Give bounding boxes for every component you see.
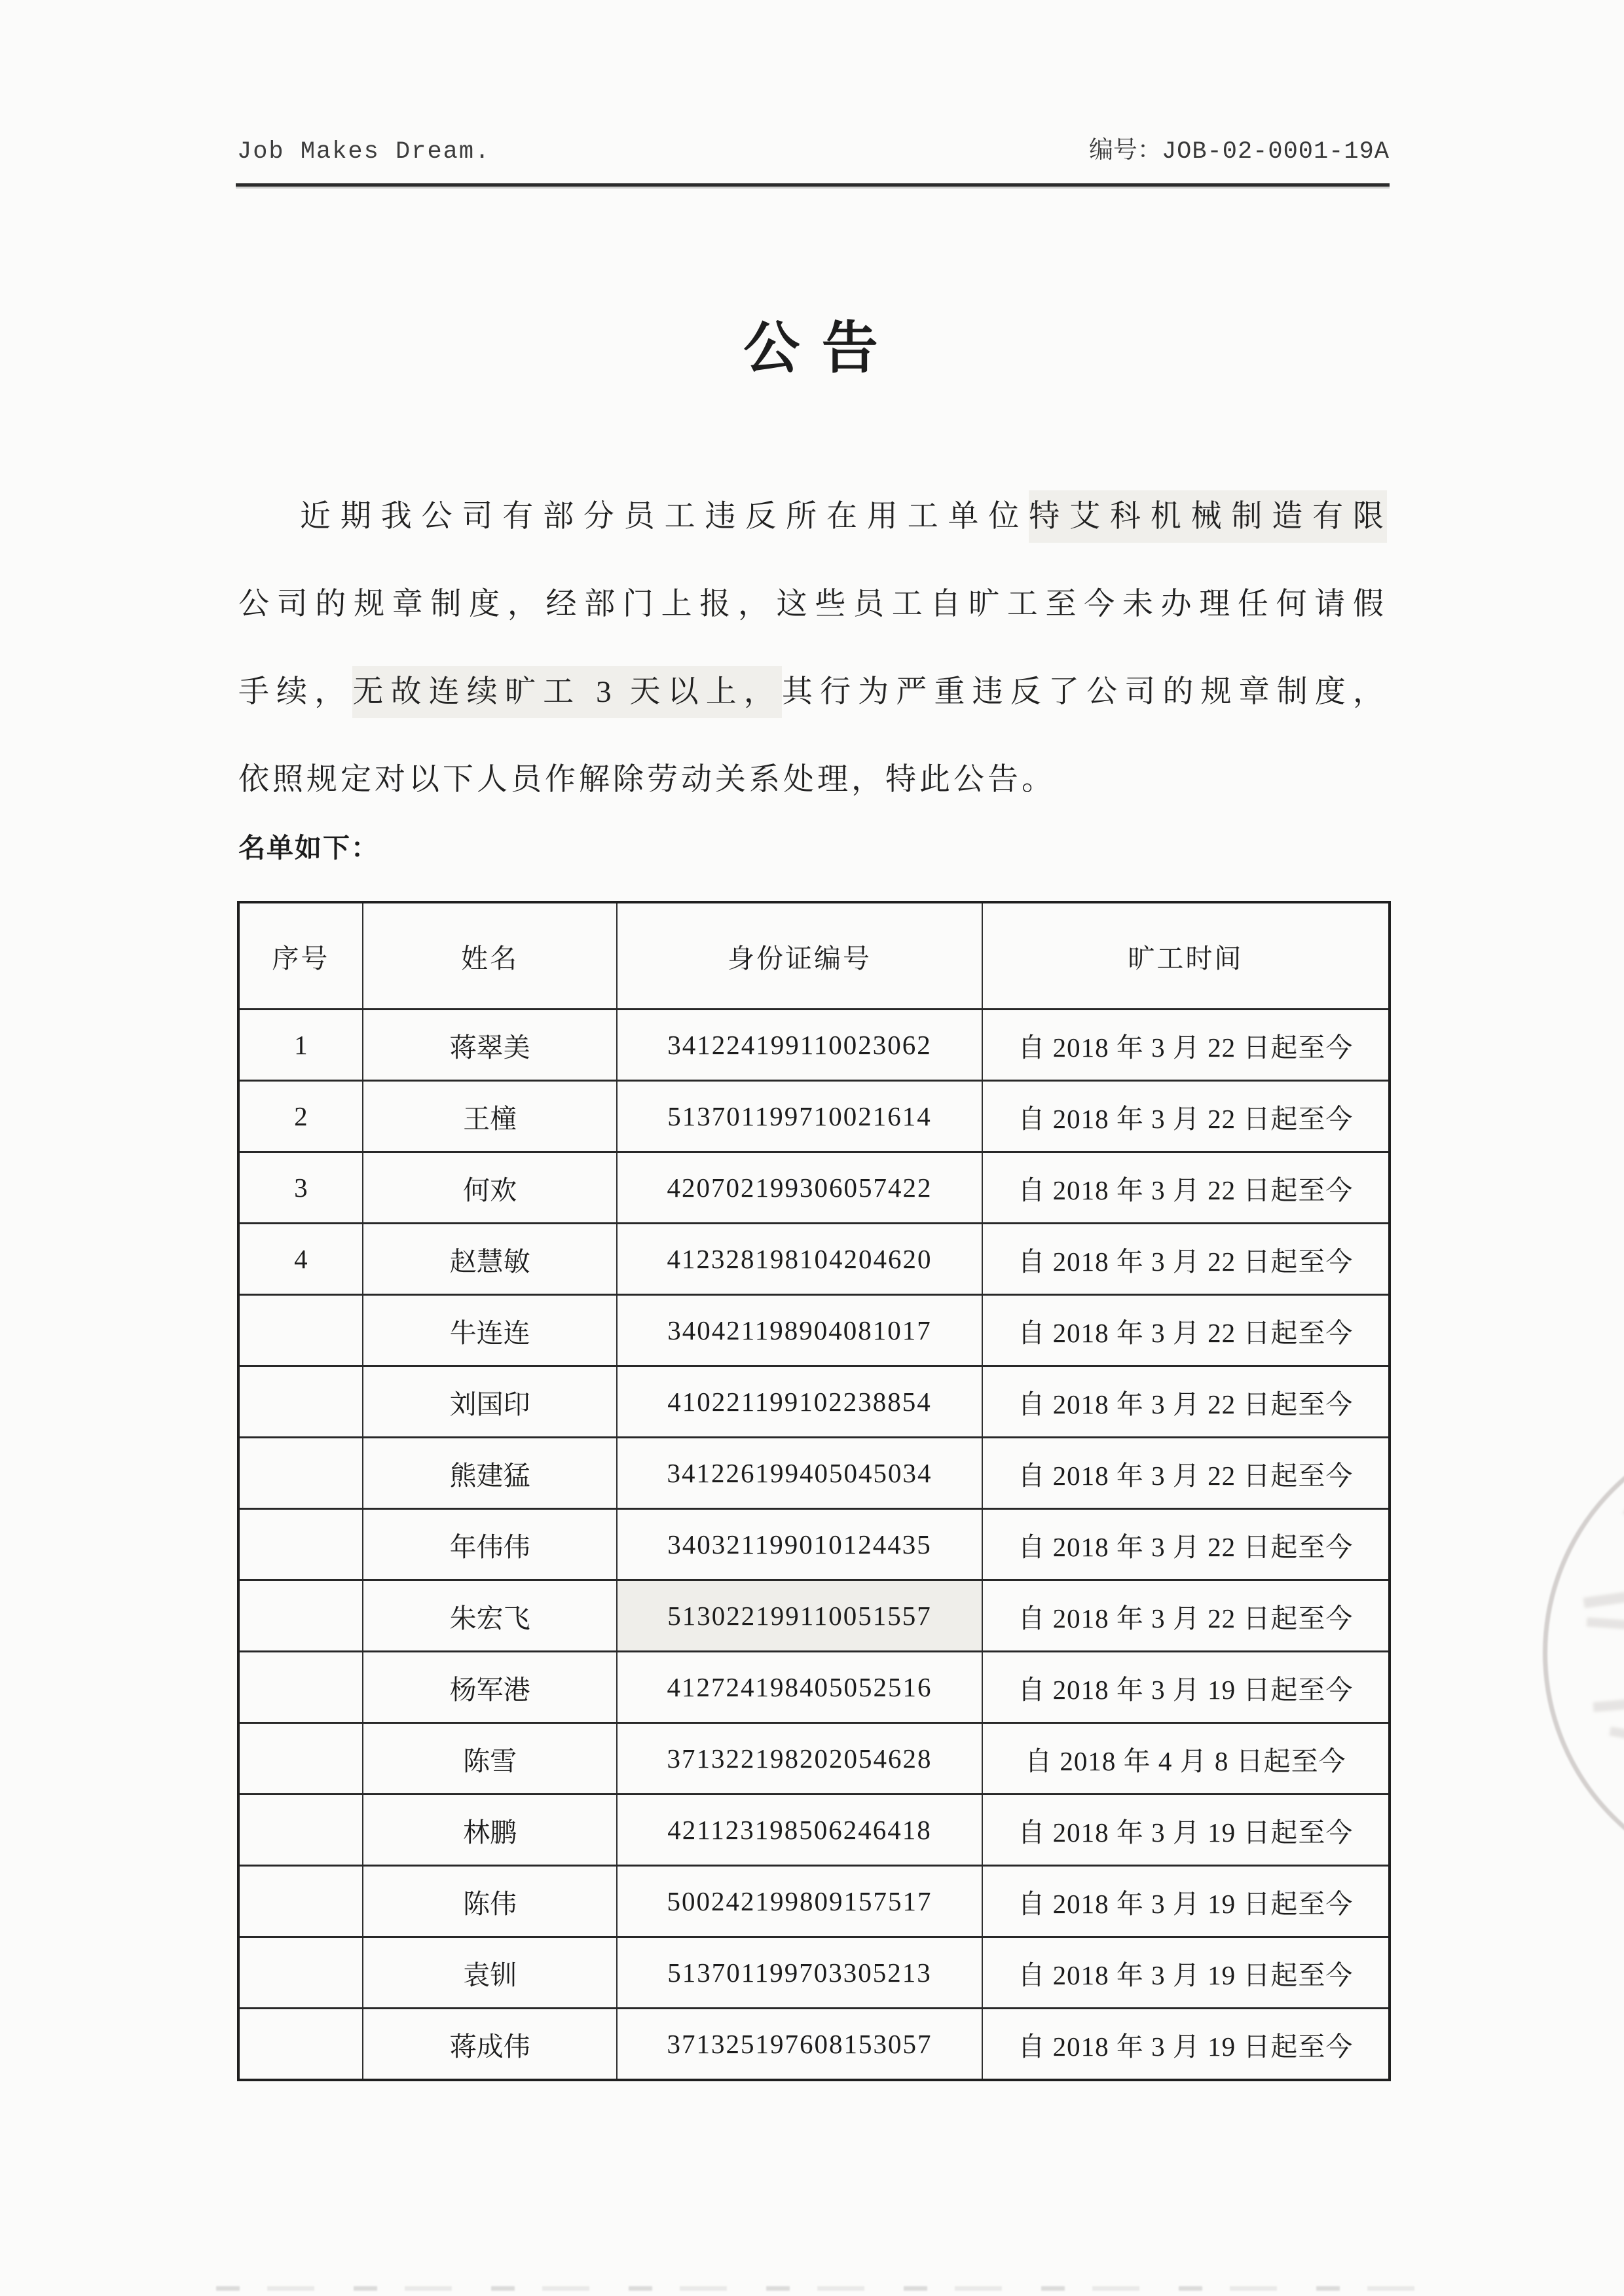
cell-id-number: 412724198405052516 (617, 1652, 982, 1723)
cell-serial-number (238, 1366, 363, 1438)
document-number-value: JOB-02-0001-19A (1161, 138, 1390, 166)
text-segment: 其行为严重违反了公司的规章制度， (782, 675, 1387, 709)
cell-employee-name: 年伟伟 (363, 1509, 618, 1580)
scan-edge-artifact (216, 2286, 1424, 2291)
table-row (238, 1010, 1390, 1081)
cell-serial-number (238, 1937, 363, 2009)
stamp-mark (1593, 1696, 1624, 1712)
cell-id-number: 513701199703305213 (617, 1937, 982, 2009)
header-divider (236, 183, 1390, 187)
cell-serial-number (238, 1580, 363, 1652)
cell-absence-period: 自 2018 年 3 月 22 日起至今 (982, 1010, 1390, 1081)
announcement-body (238, 473, 1387, 824)
cell-absence-period: 自 2018 年 3 月 22 日起至今 (982, 1224, 1390, 1295)
cell-id-number: 371325197608153057 (617, 2009, 982, 2081)
cell-id-number: 412328198104204620 (617, 1224, 982, 1295)
roster-table (237, 901, 1391, 2081)
cell-id-number: 371322198202054628 (617, 1723, 982, 1795)
cell-id-number: 410221199102238854 (617, 1366, 982, 1438)
cell-id-number: 421123198506246418 (617, 1795, 982, 1866)
text-segment: 手续， (238, 675, 353, 709)
table-row (238, 1366, 1390, 1438)
paragraph-line (238, 648, 1387, 736)
table-row (238, 1152, 1390, 1224)
paragraph-line (238, 560, 1387, 648)
cell-id-number: 340421198904081017 (617, 1295, 982, 1366)
cell-id-number: 341226199405045034 (617, 1438, 982, 1509)
cell-employee-name: 杨军港 (363, 1652, 618, 1723)
cell-serial-number (238, 1652, 363, 1723)
cell-absence-period: 自 2018 年 3 月 22 日起至今 (982, 1295, 1390, 1366)
cell-serial-number: 2 (238, 1081, 363, 1152)
column-header: 身份证编号 (617, 902, 982, 1010)
cell-absence-period: 自 2018 年 3 月 22 日起至今 (982, 1152, 1390, 1224)
roster-label: 名单如下： (238, 833, 379, 863)
cell-employee-name: 蒋翠美 (363, 1010, 618, 1081)
page-title: 公 告 (743, 317, 882, 380)
cell-serial-number: 3 (238, 1152, 363, 1224)
cell-absence-period: 自 2018 年 4 月 8 日起至今 (982, 1723, 1390, 1795)
cell-absence-period: 自 2018 年 3 月 19 日起至今 (982, 1866, 1390, 1937)
paragraph-line (238, 736, 1387, 824)
cell-serial-number (238, 2009, 363, 2081)
cell-employee-name: 何欢 (363, 1152, 618, 1224)
company-stamp-partial (1543, 1419, 1624, 1887)
cell-absence-period: 自 2018 年 3 月 19 日起至今 (982, 2009, 1390, 2081)
table-row (238, 1224, 1390, 1295)
paragraph-line (238, 473, 1387, 560)
cell-absence-period: 自 2018 年 3 月 19 日起至今 (982, 1795, 1390, 1866)
cell-employee-name: 朱宏飞 (363, 1580, 618, 1652)
cell-absence-period: 自 2018 年 3 月 19 日起至今 (982, 1652, 1390, 1723)
cell-employee-name: 赵慧敏 (363, 1224, 618, 1295)
cell-employee-name: 林鹏 (363, 1795, 618, 1866)
cell-serial-number (238, 1438, 363, 1509)
header-slogan: Job Makes Dream. (237, 138, 491, 166)
cell-serial-number (238, 1866, 363, 1937)
table-row (238, 2009, 1390, 2081)
table-row (238, 1580, 1390, 1652)
cell-employee-name: 陈雪 (363, 1723, 618, 1795)
column-header: 旷工时间 (982, 902, 1390, 1010)
cell-serial-number: 4 (238, 1224, 363, 1295)
column-header: 姓名 (363, 902, 618, 1010)
table-row (238, 1509, 1390, 1580)
cell-employee-name: 熊建猛 (363, 1438, 618, 1509)
table-row (238, 1866, 1390, 1937)
column-header: 序号 (238, 902, 363, 1010)
table-row (238, 1795, 1390, 1866)
table-row (238, 1438, 1390, 1509)
cell-employee-name: 牛连连 (363, 1295, 618, 1366)
stamp-mark (1609, 1726, 1624, 1745)
cell-absence-period: 自 2018 年 3 月 22 日起至今 (982, 1081, 1390, 1152)
table-row (238, 1652, 1390, 1723)
text-segment: 依照规定对以下人员作解除劳动关系处理，特此公告。 (238, 763, 1056, 797)
cell-absence-period: 自 2018 年 3 月 22 日起至今 (982, 1580, 1390, 1652)
cell-id-number: 341224199110023062 (617, 1010, 982, 1081)
table-row (238, 1081, 1390, 1152)
cell-id-number: 500242199809157517 (617, 1866, 982, 1937)
highlighted-text: 无故连续旷工 3 天以上， (352, 675, 783, 709)
text-segment: 近期我公司有部分员工违反所在用工单位 (300, 500, 1029, 534)
text-segment: 公司的规章制度，经部门上报，这些员工自旷工至今未办理任何请假 (238, 587, 1387, 621)
cell-id-number: 420702199306057422 (617, 1152, 982, 1224)
cell-employee-name: 王橦 (363, 1081, 618, 1152)
cell-absence-period: 自 2018 年 3 月 22 日起至今 (982, 1438, 1390, 1509)
table-header-row (238, 902, 1390, 1010)
cell-id-number: 340321199010124435 (617, 1509, 982, 1580)
cell-serial-number (238, 1723, 363, 1795)
table-row (238, 1723, 1390, 1795)
cell-id-number: 513022199110051557 (617, 1580, 982, 1652)
stamp-mark (1587, 1617, 1624, 1632)
cell-absence-period: 自 2018 年 3 月 19 日起至今 (982, 1937, 1390, 2009)
cell-employee-name: 陈伟 (363, 1866, 618, 1937)
cell-serial-number (238, 1795, 363, 1866)
cell-absence-period: 自 2018 年 3 月 22 日起至今 (982, 1509, 1390, 1580)
table-row (238, 1937, 1390, 2009)
cell-employee-name: 蒋成伟 (363, 2009, 618, 2081)
cell-employee-name: 刘国印 (363, 1366, 618, 1438)
page-header (237, 130, 1390, 166)
cell-absence-period: 自 2018 年 3 月 22 日起至今 (982, 1366, 1390, 1438)
cell-employee-name: 袁钏 (363, 1937, 618, 2009)
highlighted-text: 特艾科机械制造有限 (1029, 500, 1387, 534)
cell-serial-number: 1 (238, 1010, 363, 1081)
cell-id-number: 513701199710021614 (617, 1081, 982, 1152)
document-number-label: 编号： (1088, 137, 1162, 164)
document-number (1089, 130, 1390, 166)
cell-serial-number (238, 1295, 363, 1366)
cell-serial-number (238, 1509, 363, 1580)
table-row (238, 1295, 1390, 1366)
stamp-mark (1583, 1584, 1624, 1609)
